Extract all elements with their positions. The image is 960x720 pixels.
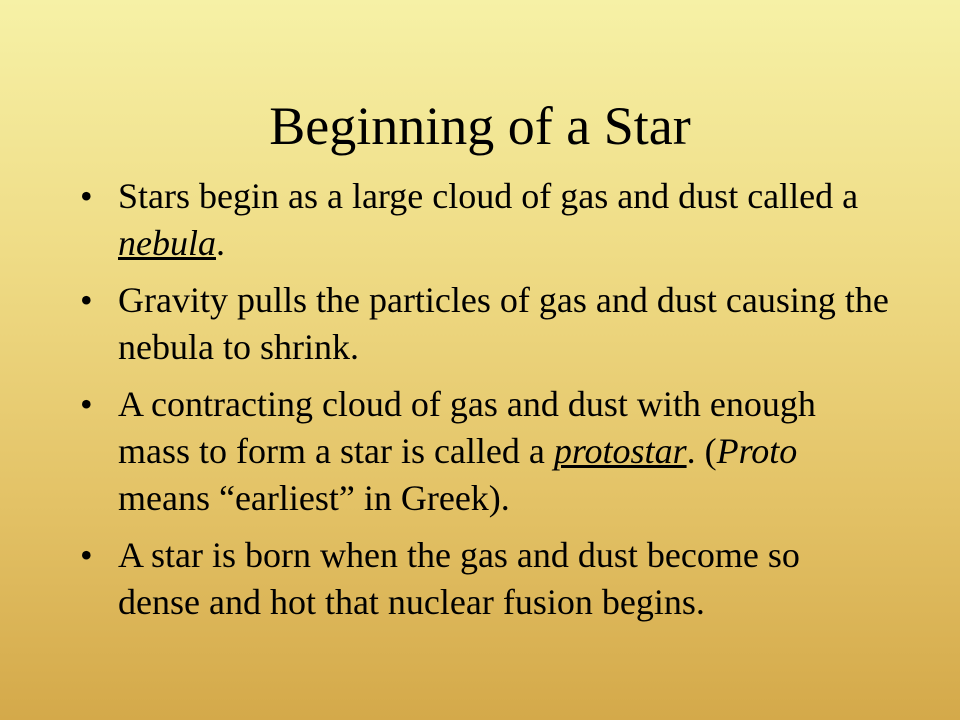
bullet-marker: • [80, 176, 93, 216]
bullet-list [80, 173, 890, 636]
term-protostar: protostar [553, 431, 687, 471]
bullet-text-segment: . [215, 223, 225, 263]
bullet-text-segment: means “earliest” in Greek). [118, 478, 510, 518]
bullet-marker: • [80, 280, 93, 320]
term-nebula: nebula [118, 223, 216, 263]
bullet-marker: • [80, 535, 93, 575]
slide-title: Beginning of a Star [269, 96, 691, 156]
bullet-text-segment: Gravity pulls the particles of gas and dust causing the nebula to shrink. [118, 280, 889, 367]
bullet-text-segment: A star is born when the gas and dust become so dense and hot that nuclear fusion begins. [118, 535, 800, 622]
bullet-text-segment: . ( [686, 431, 717, 471]
term-proto: Proto [716, 431, 798, 471]
bullet-text-segment: Stars begin as a large cloud of gas and dust called a [118, 176, 859, 216]
bullet-item [80, 381, 890, 522]
bullet-item [80, 173, 890, 267]
bullet-item [80, 277, 890, 371]
bullet-marker: • [80, 384, 93, 424]
bullet-item [80, 532, 890, 626]
bullet-text-segment: A contracting cloud of gas and dust with enough mass to form a star is called a [118, 384, 816, 471]
